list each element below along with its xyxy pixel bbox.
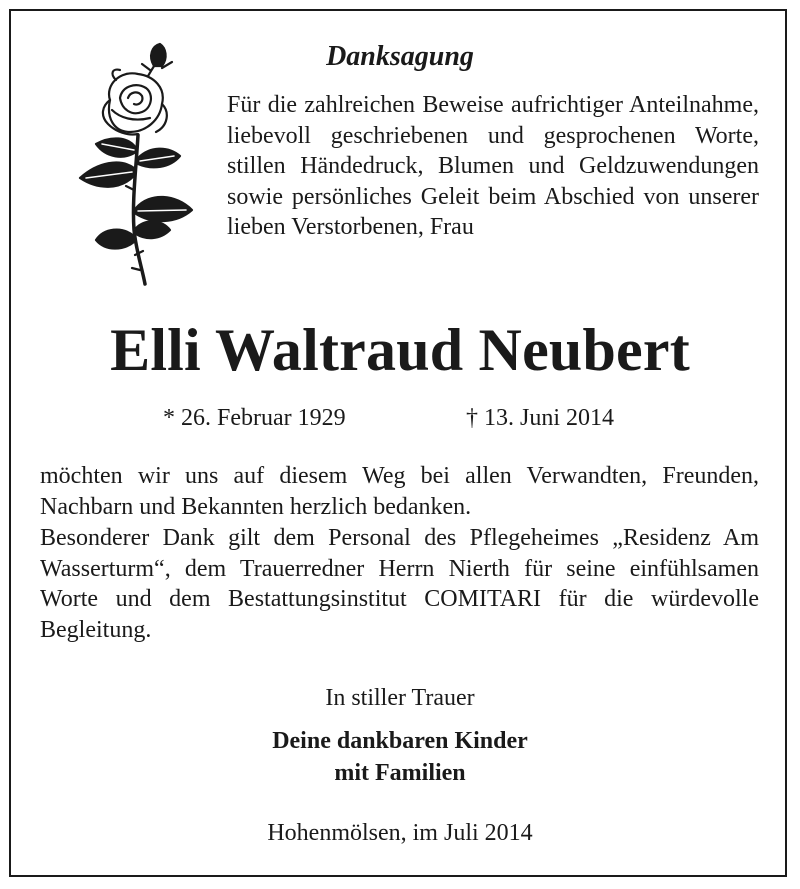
notice-heading: Danksagung <box>326 41 474 72</box>
thanks-body <box>40 461 759 645</box>
thanks-paragraph-2: Besonderer Dank gilt dem Personal des Pflegeheimes „Residenz Am Wasserturm“, dem Trauerredner Herrn Nierth für seine einfühlsamen Worte und dem Bestattungsinstitut COMITARI für die würdevolle Begleitung. <box>40 525 759 643</box>
death-date: † 13. Juni 2014 <box>466 405 615 431</box>
signature-line-1: Deine dankbaren Kinder <box>272 728 528 754</box>
deceased-name: Elli Waltraud Neubert <box>110 317 690 383</box>
intro-paragraph: Für die zahlreichen Beweise aufrichtiger Anteilnahme, liebevoll geschriebenen und gesprochenen Worte, stillen Händedruck, Blumen und Geldzuwendungen sowie persönliches Geleit beim Abschied von unserer lieben Verstorbenen, Frau <box>227 92 759 240</box>
signature <box>0 725 800 789</box>
place-and-date: Hohenmölsen, im Juli 2014 <box>267 820 533 846</box>
rose-illustration <box>50 40 200 286</box>
birth-date: * 26. Februar 1929 <box>163 405 346 431</box>
signature-line-2: mit Familien <box>334 760 466 786</box>
mourning-line: In stiller Trauer <box>325 685 475 711</box>
thanks-paragraph-1: möchten wir uns auf diesem Weg bei allen Verwandten, Freunden, Nachbarn und Bekannten herzlich bedanken. <box>40 463 759 520</box>
